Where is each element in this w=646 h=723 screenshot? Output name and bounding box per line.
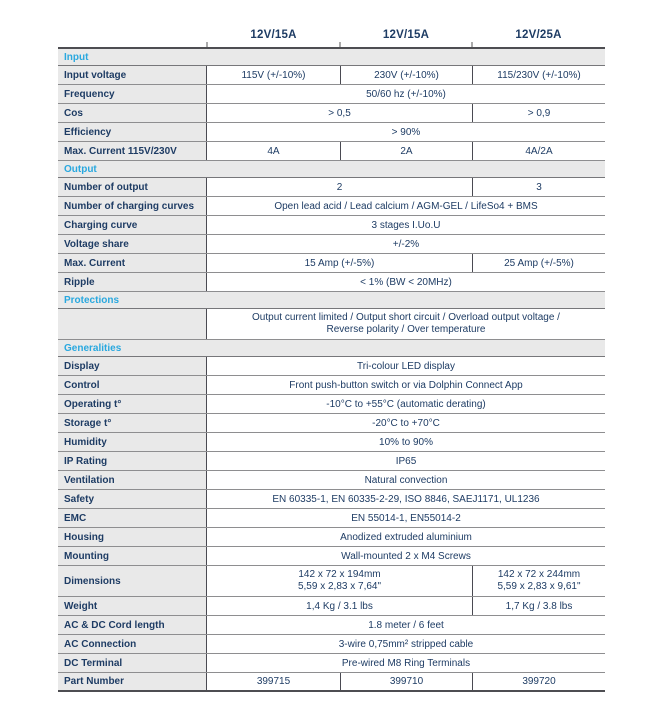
column-header-model-1: 12V/15A xyxy=(250,29,297,41)
row-label: IP Rating xyxy=(58,452,207,470)
table-row xyxy=(58,309,605,340)
row-label: AC & DC Cord length xyxy=(58,616,207,634)
value-cell: 399710 xyxy=(340,673,472,690)
section-title: Protections xyxy=(64,294,120,306)
value-cell: 115/230V (+/-10%) xyxy=(472,66,605,84)
value-cell: 1,7 Kg / 3.8 lbs xyxy=(472,597,605,615)
table-row xyxy=(58,178,605,197)
row-label: Display xyxy=(58,357,207,375)
value-line: Reverse polarity / Over temperature xyxy=(326,324,486,335)
value-cell: Pre-wired M8 Ring Terminals xyxy=(341,657,471,669)
table-row xyxy=(58,616,605,635)
row-label: Charging curve xyxy=(58,216,207,234)
section-row xyxy=(58,292,605,309)
value-cell: 3 xyxy=(472,178,605,196)
value-cell: < 1% (BW < 20MHz) xyxy=(360,276,452,288)
row-label: Storage t° xyxy=(58,414,207,432)
value-cell: > 0,9 xyxy=(472,104,605,122)
value-cell xyxy=(207,309,605,339)
table-row xyxy=(58,490,605,509)
table-row xyxy=(58,547,605,566)
value-cell: > 0,5 xyxy=(328,107,351,119)
table-row xyxy=(58,597,605,616)
table-row xyxy=(58,123,605,142)
value-cell: EN 60335-1, EN 60335-2-29, ISO 8846, SAEJ1171, UL1236 xyxy=(272,493,540,505)
value-cell: 2 xyxy=(336,181,343,193)
value-cell: 399715 xyxy=(256,676,291,687)
table-row xyxy=(58,673,605,692)
value-cell: -10°C to +55°C (automatic derating) xyxy=(326,398,486,410)
table-row xyxy=(58,471,605,490)
table-row xyxy=(58,376,605,395)
row-label: Input voltage xyxy=(58,66,207,84)
value-line: 5,59 x 2,83 x 7,64" xyxy=(297,581,382,592)
value-cell: Front push-button switch or via Dolphin Connect App xyxy=(289,379,523,391)
row-label: Efficiency xyxy=(58,123,207,141)
table-row xyxy=(58,197,605,216)
value-cell: EN 55014-1, EN55014-2 xyxy=(351,512,461,524)
table-row xyxy=(58,235,605,254)
value-cell: Open lead acid / Lead calcium / AGM-GEL / LifeSo4 + BMS xyxy=(274,200,538,212)
value-cell: Anodized extruded aluminium xyxy=(340,531,472,543)
section-row xyxy=(58,161,605,178)
value-cell: 399720 xyxy=(472,673,605,690)
value-cell xyxy=(472,566,605,596)
row-label: Housing xyxy=(58,528,207,546)
row-label: Max. Current xyxy=(58,254,207,272)
column-header-model-3: 12V/25A xyxy=(515,29,562,41)
value-cell: 4A xyxy=(267,145,280,157)
table-row xyxy=(58,357,605,376)
value-line: Output current limited / Output short circuit / Overload output voltage / xyxy=(252,312,560,323)
section-title: Output xyxy=(64,163,97,175)
table-row xyxy=(58,654,605,673)
value-cell: 230V (+/-10%) xyxy=(340,66,472,84)
value-line: 142 x 72 x 244mm xyxy=(497,569,581,580)
value-cell: 2A xyxy=(340,142,472,160)
value-cell: 15 Amp (+/-5%) xyxy=(304,257,375,269)
column-header-spacer xyxy=(58,29,207,41)
row-label: Dimensions xyxy=(58,566,207,596)
value-cell: 115V (+/-10%) xyxy=(241,69,306,81)
row-label: Part Number xyxy=(58,673,207,690)
value-cell: > 90% xyxy=(391,126,421,138)
row-label: Frequency xyxy=(58,85,207,103)
table-row xyxy=(58,273,605,292)
table-row xyxy=(58,433,605,452)
value-cell: IP65 xyxy=(395,455,417,467)
section-row xyxy=(58,49,605,66)
row-label: Max. Current 115V/230V xyxy=(58,142,207,160)
section-title: Input xyxy=(64,51,89,63)
row-label: Number of charging curves xyxy=(58,197,207,215)
row-label: Ripple xyxy=(58,273,207,291)
value-cell: -20°C to +70°C xyxy=(372,417,440,429)
row-label: DC Terminal xyxy=(58,654,207,672)
row-label: Operating t° xyxy=(58,395,207,413)
value-line: 5,59 x 2,83 x 9,61" xyxy=(497,581,581,592)
row-label: AC Connection xyxy=(58,635,207,653)
value-cell: 4A/2A xyxy=(472,142,605,160)
table-row xyxy=(58,509,605,528)
table-row xyxy=(58,216,605,235)
column-header-model-2: 12V/15A xyxy=(382,29,430,41)
section-row xyxy=(58,340,605,357)
table-row xyxy=(58,635,605,654)
value-cell: 3-wire 0,75mm² stripped cable xyxy=(338,638,474,650)
table-row xyxy=(58,85,605,104)
value-cell: 25 Amp (+/-5%) xyxy=(472,254,605,272)
table-row xyxy=(58,104,605,123)
row-label: Mounting xyxy=(58,547,207,565)
row-label: Voltage share xyxy=(58,235,207,253)
value-cell: Natural convection xyxy=(364,474,448,486)
value-cell: +/-2% xyxy=(392,238,420,250)
table-row xyxy=(58,452,605,471)
section-title: Generalities xyxy=(64,342,122,354)
column-header-row xyxy=(58,29,605,41)
value-cell: Wall-mounted 2 x M4 Screws xyxy=(341,550,471,562)
value-cell xyxy=(207,566,472,596)
row-label: Number of output xyxy=(58,178,207,196)
value-cell: 10% to 90% xyxy=(379,436,433,448)
table-row xyxy=(58,142,605,161)
table-row xyxy=(58,566,605,597)
row-label: Control xyxy=(58,376,207,394)
table-row xyxy=(58,414,605,433)
row-label xyxy=(58,309,207,339)
row-label: Cos xyxy=(58,104,207,122)
table-row xyxy=(58,395,605,414)
row-label: Safety xyxy=(58,490,207,508)
row-label: Ventilation xyxy=(58,471,207,489)
spec-table xyxy=(58,47,605,692)
value-cell: Tri-colour LED display xyxy=(357,360,455,372)
value-cell: 1,4 Kg / 3.1 lbs xyxy=(306,600,373,612)
value-line: 142 x 72 x 194mm xyxy=(298,569,381,580)
table-row xyxy=(58,528,605,547)
row-label: Weight xyxy=(58,597,207,615)
value-cell: 1.8 meter / 6 feet xyxy=(368,619,444,631)
table-row xyxy=(58,66,605,85)
row-label: Humidity xyxy=(58,433,207,451)
value-cell: 50/60 hz (+/-10%) xyxy=(366,88,446,100)
table-row xyxy=(58,254,605,273)
row-label: EMC xyxy=(58,509,207,527)
value-cell: 3 stages I.Uo.U xyxy=(371,219,441,231)
